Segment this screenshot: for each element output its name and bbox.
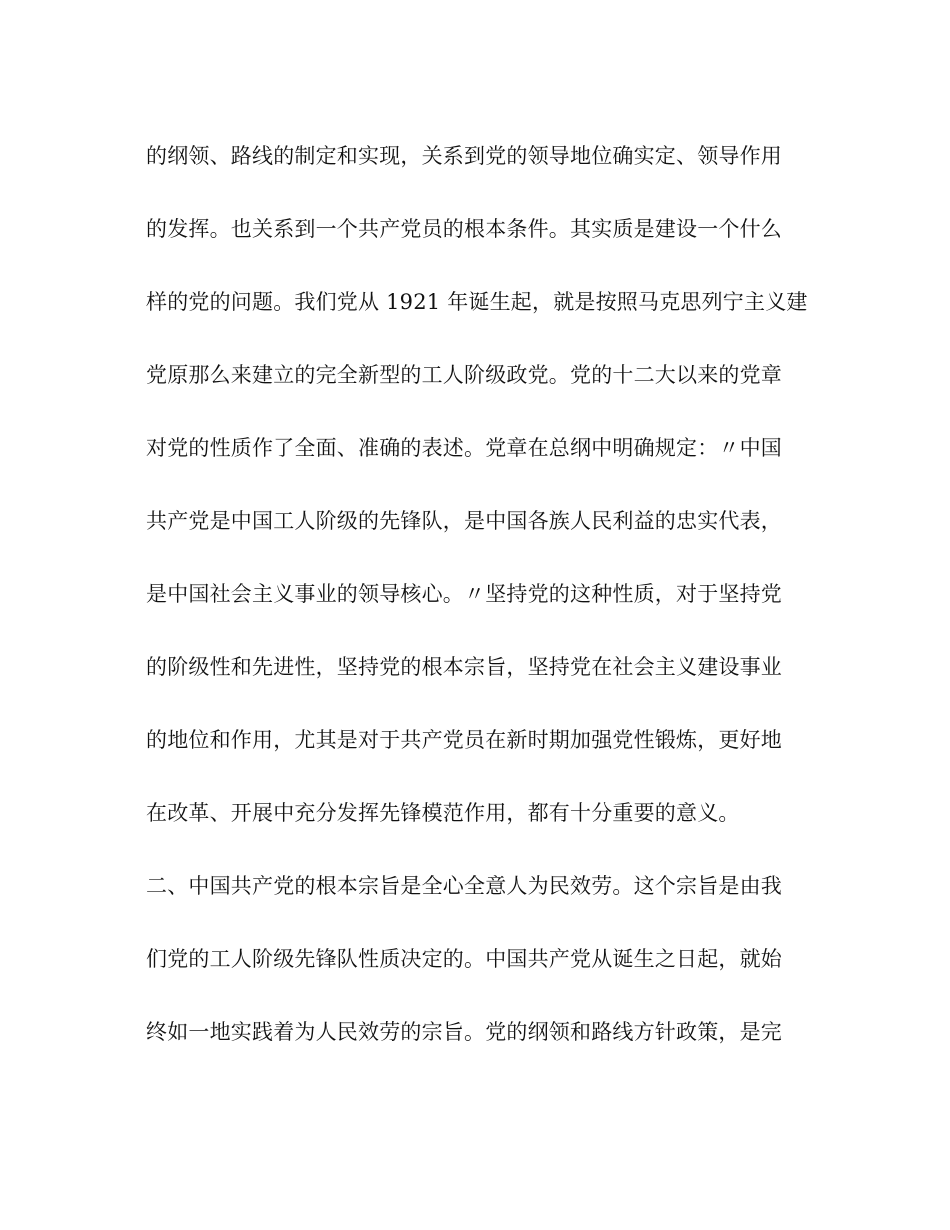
text-line: 终如一地实践着为人民效劳的宗旨。党的纲领和路线方针政策，是完 [146,1020,782,1044]
text-line: 对党的性质作了全面、准确的表述。党章在总纲中明确规定：〃中国 [146,436,782,460]
text-line: 的发挥。也关系到一个共产党员的根本条件。其实质是建设一个什么 [146,217,782,241]
section-heading-line: 二、中国共产党的根本宗旨是全心全意人为民效劳。这个宗旨是由我 [146,874,782,898]
text-line: 是中国社会主义事业的领导核心。〃坚持党的这种性质，对于坚持党 [146,582,782,606]
text-line: 党原那么来建立的完全新型的工人阶级政党。党的十二大以来的党章 [146,363,782,387]
text-line: 们党的工人阶级先锋队性质决定的。中国共产党从诞生之日起，就始 [146,947,782,971]
text-line: 的地位和作用，尤其是对于共产党员在新时期加强党性锻炼，更好地 [146,728,782,752]
text-line: 的纲领、路线的制定和实现，关系到党的领导地位确实定、领导作用 [146,144,782,168]
text-line: 在改革、开展中充分发挥先锋模范作用，都有十分重要的意义。 [146,801,740,825]
text-line: 共产党是中国工人阶级的先锋队，是中国各族人民利益的忠实代表， [146,509,782,533]
text-line: 样的党的问题。我们党从 1921 年诞生起，就是按照马克思列宁主义建 [146,290,808,314]
body-text [146,135,811,1084]
text-line: 的阶级性和先进性，坚持党的根本宗旨，坚持党在社会主义建设事业 [146,655,782,679]
